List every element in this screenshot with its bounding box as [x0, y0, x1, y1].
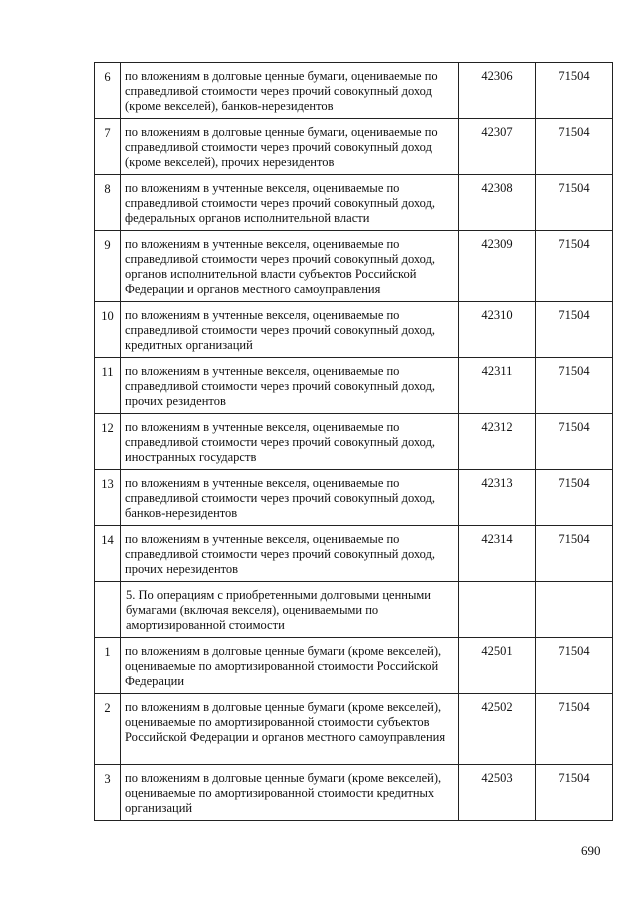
account-code-2: 71504: [536, 414, 613, 470]
row-number: 7: [95, 119, 121, 175]
row-number: 9: [95, 231, 121, 302]
row-description: по вложениям в учтенные векселя, оцениваемые по справедливой стоимости через прочий совокупный доход, банков-нерезидентов: [121, 470, 459, 526]
row-description: по вложениям в долговые ценные бумаги, оцениваемые по справедливой стоимости через прочий совокупный доход (кроме векселей), прочих нерезидентов: [121, 119, 459, 175]
row-number: 10: [95, 302, 121, 358]
account-code-2: 71504: [536, 526, 613, 582]
account-code-1: 42308: [459, 175, 536, 231]
account-code-2: 71504: [536, 358, 613, 414]
section-heading: 5. По операциям с приобретенными долговыми ценными бумагами (включая векселя), оцениваемыми по амортизированной стоимости: [121, 582, 459, 638]
row-number: [95, 582, 121, 638]
account-code-2: 71504: [536, 119, 613, 175]
account-code-1: 42502: [459, 694, 536, 765]
table-row: [95, 119, 613, 175]
table-row: [95, 358, 613, 414]
account-code-2: [536, 582, 613, 638]
account-code-1: 42306: [459, 63, 536, 119]
account-code-1: 42307: [459, 119, 536, 175]
table-row: [95, 63, 613, 119]
page-number: 690: [581, 843, 601, 858]
account-code-2: 71504: [536, 470, 613, 526]
account-code-2: 71504: [536, 231, 613, 302]
account-code-1: 42503: [459, 765, 536, 821]
row-description: по вложениям в учтенные векселя, оцениваемые по справедливой стоимости через прочий совокупный доход, прочих нерезидентов: [121, 526, 459, 582]
row-number: 11: [95, 358, 121, 414]
account-code-2: 71504: [536, 302, 613, 358]
account-code-2: 71504: [536, 63, 613, 119]
accounts-table: [94, 62, 613, 821]
account-code-2: 71504: [536, 175, 613, 231]
row-description: по вложениям в долговые ценные бумаги (кроме векселей), оцениваемые по амортизированной стоимости Российской Федерации: [121, 638, 459, 694]
row-description: по вложениям в долговые ценные бумаги (кроме векселей), оцениваемые по амортизированной стоимости кредитных организаций: [121, 765, 459, 821]
row-description: по вложениям в долговые ценные бумаги, оцениваемые по справедливой стоимости через прочий совокупный доход (кроме векселей), банков-нерезидентов: [121, 63, 459, 119]
account-code-1: 42309: [459, 231, 536, 302]
row-number: 2: [95, 694, 121, 765]
table-row: [95, 694, 613, 765]
table-row: [95, 638, 613, 694]
table-row: [95, 765, 613, 821]
row-number: 13: [95, 470, 121, 526]
table-row: [95, 231, 613, 302]
account-code-1: 42314: [459, 526, 536, 582]
account-code-1: 42313: [459, 470, 536, 526]
row-number: 3: [95, 765, 121, 821]
account-code-1: 42310: [459, 302, 536, 358]
row-number: 12: [95, 414, 121, 470]
row-description: по вложениям в учтенные векселя, оцениваемые по справедливой стоимости через прочий совокупный доход, органов исполнительной власти субъектов Российской Федерации и органов местного самоуправления: [121, 231, 459, 302]
table-row: [95, 302, 613, 358]
row-number: 14: [95, 526, 121, 582]
table-row: [95, 470, 613, 526]
account-code-1: [459, 582, 536, 638]
row-description: по вложениям в долговые ценные бумаги (кроме векселей), оцениваемые по амортизированной стоимости субъектов Российской Федерации и органов местного самоуправления: [121, 694, 459, 765]
table-row: [95, 526, 613, 582]
table-row: [95, 175, 613, 231]
account-code-1: 42501: [459, 638, 536, 694]
row-description: по вложениям в учтенные векселя, оцениваемые по справедливой стоимости через прочий совокупный доход, федеральных органов исполнительной власти: [121, 175, 459, 231]
account-code-2: 71504: [536, 638, 613, 694]
row-description: по вложениям в учтенные векселя, оцениваемые по справедливой стоимости через прочий совокупный доход, прочих резидентов: [121, 358, 459, 414]
account-code-2: 71504: [536, 765, 613, 821]
account-code-2: 71504: [536, 694, 613, 765]
account-code-1: 42311: [459, 358, 536, 414]
row-number: 8: [95, 175, 121, 231]
row-description: по вложениям в учтенные векселя, оцениваемые по справедливой стоимости через прочий совокупный доход, иностранных государств: [121, 414, 459, 470]
row-description: по вложениям в учтенные векселя, оцениваемые по справедливой стоимости через прочий совокупный доход, кредитных организаций: [121, 302, 459, 358]
account-code-1: 42312: [459, 414, 536, 470]
section-heading-row: [95, 582, 613, 638]
row-number: 6: [95, 63, 121, 119]
row-number: 1: [95, 638, 121, 694]
table-row: [95, 414, 613, 470]
